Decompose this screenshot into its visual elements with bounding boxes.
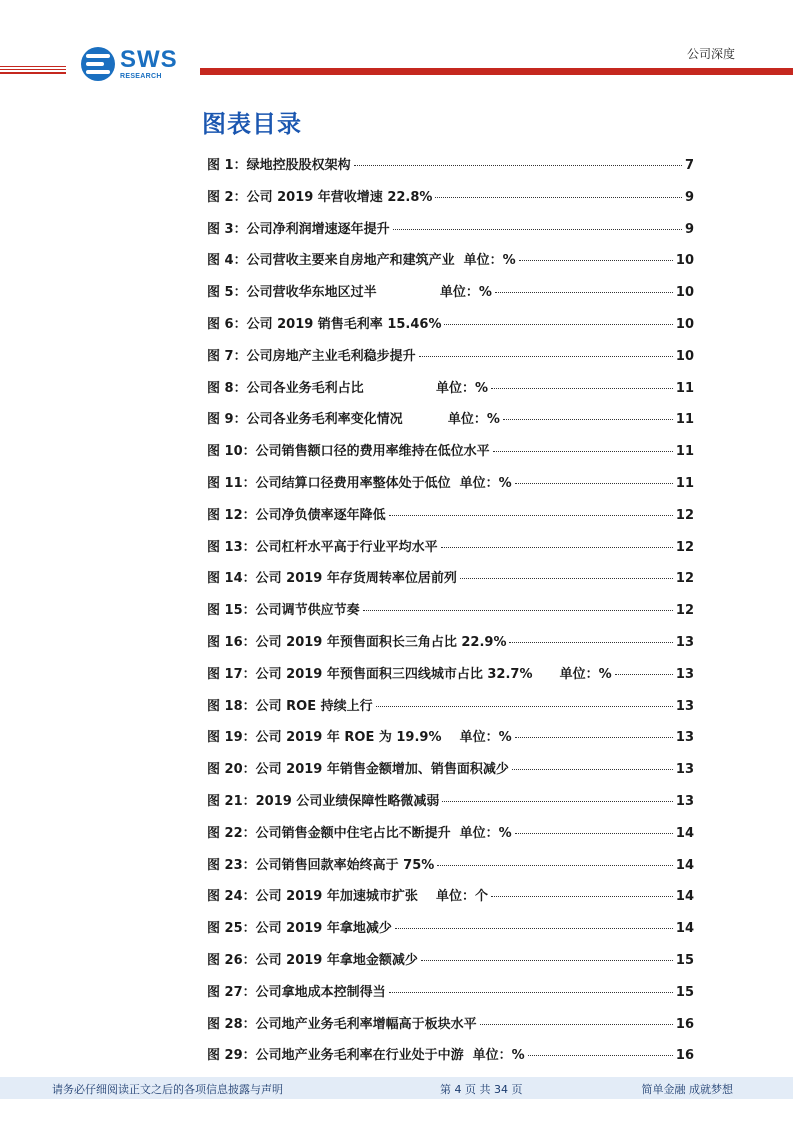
toc-dot-leader bbox=[437, 865, 673, 866]
toc-dot-leader bbox=[512, 769, 673, 770]
logo-text: SWS bbox=[120, 46, 178, 73]
toc-entry-page: 10 bbox=[675, 348, 694, 364]
footer-disclaimer: 请务必仔细阅读正文之后的各项信息披露与声明 bbox=[52, 1083, 283, 1096]
toc-entry-page: 10 bbox=[675, 316, 694, 332]
toc-entry-label: 图 19：公司 2019 年 ROE 为 19.9% 单位：% bbox=[207, 730, 512, 746]
toc-entry[interactable] bbox=[207, 377, 694, 409]
toc-entry-page: 16 bbox=[675, 1016, 694, 1032]
toc-entry[interactable] bbox=[207, 917, 694, 949]
toc-entry-page: 11 bbox=[675, 380, 694, 396]
toc-entry-label: 图 15：公司调节供应节奏 bbox=[207, 603, 360, 619]
toc-dot-leader bbox=[515, 483, 673, 484]
footer-page-number: 第 4 页 共 34 页 bbox=[440, 1083, 523, 1096]
toc-entry-page: 10 bbox=[675, 285, 694, 301]
toc-dot-leader bbox=[515, 833, 673, 834]
toc-entry[interactable] bbox=[207, 885, 694, 917]
toc-entry-label: 图 5：公司营收华东地区过半 单位：% bbox=[207, 285, 492, 301]
toc-dot-leader bbox=[441, 547, 673, 548]
toc-dot-leader bbox=[493, 451, 673, 452]
toc-dot-leader bbox=[528, 1055, 673, 1056]
toc-entry-label: 图 22：公司销售金额中住宅占比不断提升 单位：% bbox=[207, 825, 512, 841]
toc-entry[interactable] bbox=[207, 440, 694, 472]
toc-dot-leader bbox=[515, 737, 673, 738]
toc-entry-label: 图 4：公司营收主要来自房地产和建筑产业 单位：% bbox=[207, 253, 516, 269]
toc-entry-label: 图 9：公司各业务毛利率变化情况 单位：% bbox=[207, 412, 500, 428]
toc-entry-page: 11 bbox=[675, 444, 694, 460]
toc-entry-page: 11 bbox=[675, 412, 694, 428]
toc-dot-leader bbox=[421, 960, 673, 961]
toc-entry[interactable] bbox=[207, 854, 694, 886]
toc-entry-label: 图 8：公司各业务毛利占比 单位：% bbox=[207, 380, 489, 396]
toc-entry-label: 图 21：2019 公司业绩保障性略微减弱 bbox=[207, 793, 440, 809]
toc-dot-leader bbox=[480, 1024, 673, 1025]
toc-entry[interactable] bbox=[207, 345, 694, 377]
toc-entry-page: 14 bbox=[675, 889, 694, 905]
toc-entry-page: 13 bbox=[675, 762, 694, 778]
toc-entry[interactable] bbox=[207, 313, 694, 345]
toc-entry-label: 图 1：绿地控股股权架构 bbox=[207, 158, 351, 173]
toc-entry-label: 图 12：公司净负债率逐年降低 bbox=[207, 507, 386, 523]
toc-entry-page: 13 bbox=[675, 666, 694, 682]
toc-dot-leader bbox=[509, 642, 672, 643]
toc-entry-page: 10 bbox=[675, 253, 694, 269]
toc-dot-leader bbox=[460, 578, 673, 579]
toc-entry[interactable] bbox=[207, 949, 694, 981]
toc-entry-label: 图 14：公司 2019 年存货周转率位居前列 bbox=[207, 571, 457, 587]
toc-entry-page: 12 bbox=[675, 571, 694, 587]
toc-entry[interactable] bbox=[207, 1044, 694, 1076]
toc-entry[interactable] bbox=[207, 504, 694, 536]
toc-entry-page: 15 bbox=[675, 952, 694, 968]
toc-entry[interactable] bbox=[207, 822, 694, 854]
toc-entry-label: 图 18：公司 ROE 持续上行 bbox=[207, 698, 373, 714]
toc-entry[interactable] bbox=[207, 281, 694, 313]
toc-entry-label: 图 23：公司销售回款率始终高于 75% bbox=[207, 857, 435, 873]
toc-dot-leader bbox=[354, 165, 682, 166]
toc-entry-label: 图 26：公司 2019 年拿地金额减少 bbox=[207, 952, 418, 968]
toc-entry-label: 图 3：公司净利润增速逐年提升 bbox=[207, 221, 390, 237]
toc-entry[interactable] bbox=[207, 599, 694, 631]
toc-dot-leader bbox=[389, 515, 673, 516]
toc-entry[interactable] bbox=[207, 249, 694, 281]
toc-dot-leader bbox=[503, 419, 673, 420]
toc-entry-label: 图 24：公司 2019 年加速城市扩张 单位：个 bbox=[207, 889, 488, 905]
toc-entry[interactable] bbox=[207, 790, 694, 822]
toc-entry-page: 13 bbox=[675, 793, 694, 809]
toc-entry[interactable] bbox=[207, 186, 694, 218]
toc-entry-page: 13 bbox=[675, 730, 694, 746]
toc-entry[interactable] bbox=[207, 472, 694, 504]
toc-entry[interactable] bbox=[207, 1013, 694, 1045]
footer bbox=[0, 1077, 793, 1099]
toc-entry[interactable] bbox=[207, 695, 694, 727]
figure-toc bbox=[207, 154, 694, 1076]
toc-dot-leader bbox=[491, 388, 673, 389]
toc-entry-label: 图 29：公司地产业务毛利率在行业处于中游 单位：% bbox=[207, 1048, 525, 1064]
toc-entry-label: 图 28：公司地产业务毛利率增幅高于板块水平 bbox=[207, 1016, 477, 1032]
toc-entry-label: 图 17：公司 2019 年预售面积三四线城市占比 32.7% 单位：% bbox=[207, 666, 612, 682]
toc-entry-page: 15 bbox=[675, 984, 694, 1000]
toc-dot-leader bbox=[395, 928, 673, 929]
toc-dot-leader bbox=[419, 356, 673, 357]
toc-dot-leader bbox=[615, 674, 673, 675]
toc-entry-label: 图 10：公司销售额口径的费用率维持在低位水平 bbox=[207, 444, 490, 460]
toc-entry[interactable] bbox=[207, 218, 694, 250]
toc-entry[interactable] bbox=[207, 726, 694, 758]
toc-entry-page: 14 bbox=[675, 921, 694, 937]
toc-entry-label: 图 7：公司房地产主业毛利稳步提升 bbox=[207, 348, 416, 364]
toc-dot-leader bbox=[495, 292, 673, 293]
toc-dot-leader bbox=[376, 706, 673, 707]
logo-subtext: RESEARCH bbox=[120, 73, 162, 80]
toc-entry-label: 图 16：公司 2019 年预售面积长三角占比 22.9% bbox=[207, 634, 507, 650]
sws-logo-icon bbox=[80, 46, 116, 82]
toc-dot-leader bbox=[435, 197, 682, 198]
toc-entry[interactable] bbox=[207, 631, 694, 663]
toc-entry-page: 13 bbox=[675, 634, 694, 650]
toc-entry-label: 图 11：公司结算口径费用率整体处于低位 单位：% bbox=[207, 475, 512, 491]
header-rule-right bbox=[200, 68, 793, 75]
toc-entry-label: 图 25：公司 2019 年拿地减少 bbox=[207, 921, 392, 937]
toc-dot-leader bbox=[442, 801, 673, 802]
toc-entry[interactable] bbox=[207, 408, 694, 440]
footer-slogan: 简单金融 成就梦想 bbox=[641, 1083, 733, 1096]
toc-entry-page: 12 bbox=[675, 539, 694, 555]
toc-entry-page: 16 bbox=[675, 1048, 694, 1064]
toc-entry[interactable] bbox=[207, 567, 694, 599]
toc-entry-page: 12 bbox=[675, 507, 694, 523]
toc-entry-page: 14 bbox=[675, 825, 694, 841]
toc-entry-page: 11 bbox=[675, 475, 694, 491]
toc-entry[interactable] bbox=[207, 663, 694, 695]
toc-entry[interactable] bbox=[207, 536, 694, 568]
toc-dot-leader bbox=[491, 896, 673, 897]
toc-entry-label: 图 13：公司杠杆水平高于行业平均水平 bbox=[207, 539, 438, 555]
page-title: 图表目录 bbox=[202, 110, 302, 138]
logo bbox=[80, 44, 178, 84]
toc-entry-page: 7 bbox=[684, 158, 694, 173]
doc-type-label: 公司深度 bbox=[686, 47, 735, 61]
toc-dot-leader bbox=[363, 610, 673, 611]
toc-entry-label: 图 2：公司 2019 年营收增速 22.8% bbox=[207, 189, 433, 205]
toc-entry-page: 12 bbox=[675, 603, 694, 619]
toc-entry[interactable] bbox=[207, 981, 694, 1013]
toc-dot-leader bbox=[444, 324, 672, 325]
toc-entry-label: 图 27：公司拿地成本控制得当 bbox=[207, 984, 386, 1000]
toc-entry-label: 图 6：公司 2019 销售毛利率 15.46% bbox=[207, 316, 442, 332]
toc-dot-leader bbox=[519, 260, 673, 261]
toc-entry[interactable] bbox=[207, 758, 694, 790]
header-rule-left bbox=[0, 66, 66, 74]
toc-dot-leader bbox=[389, 992, 673, 993]
toc-entry-page: 13 bbox=[675, 698, 694, 714]
toc-dot-leader bbox=[393, 229, 682, 230]
toc-entry[interactable] bbox=[207, 154, 694, 186]
toc-entry-label: 图 20：公司 2019 年销售金额增加、销售面积减少 bbox=[207, 762, 509, 778]
toc-entry-page: 14 bbox=[675, 857, 694, 873]
toc-entry-page: 9 bbox=[684, 221, 694, 237]
toc-entry-page: 9 bbox=[684, 189, 694, 205]
